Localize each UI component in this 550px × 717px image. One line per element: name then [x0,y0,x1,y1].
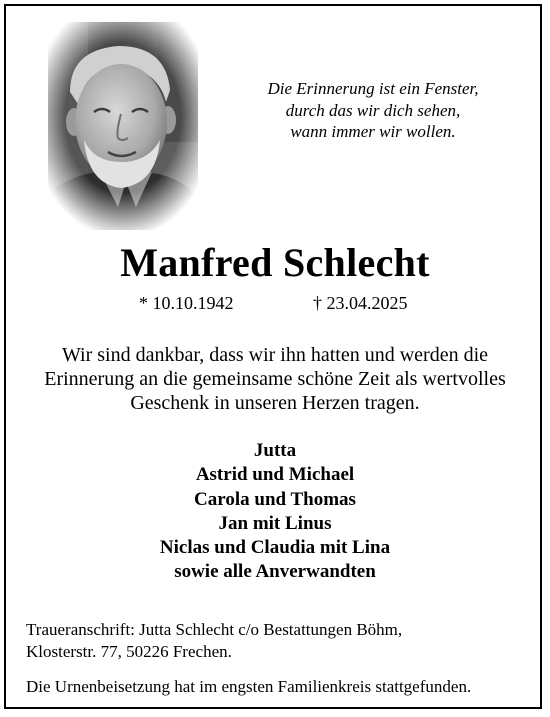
address-line: Traueranschrift: Jutta Schlecht c/o Bestattungen Böhm, [26,620,403,639]
death-date: † 23.04.2025 [313,293,408,313]
message-line: Geschenk in unseren Herzen tragen. [130,392,420,414]
condolence-address [26,619,402,663]
quote-line: durch das wir dich sehen, [285,100,461,120]
address-line: Klosterstr. 77, 50226 Frechen. [26,642,232,661]
mourner-entry: sowie alle Anverwandten [174,561,376,583]
birth-date: * 10.10.1942 [139,293,234,313]
mourner-entry: Jan mit Linus [218,512,332,534]
deceased-name: Manfred Schlecht [120,240,430,285]
message-line: Erinnerung an die gemeinsame schöne Zeit als wertvolles [44,368,506,390]
mourner-entry: Carola und Thomas [194,488,356,510]
quote-line: wann immer wir wollen. [290,122,456,141]
mourner-entry: Astrid und Michael [195,464,355,486]
mourners-list [0,439,550,585]
message-line: Wir sind dankbar, dass wir ihn hatten und werden die [61,344,489,366]
memorial-quote [238,78,508,143]
quote-line: Die Erinnerung ist ein Fenster, [267,79,479,98]
portrait-photo [48,22,198,230]
memorial-message [0,343,550,415]
burial-note: Die Urnenbeisetzung hat im engsten Familienkreis stattgefunden. [26,677,472,696]
mourner-entry: Niclas und Claudia mit Lina [159,537,391,559]
mourner-entry: Jutta [253,440,297,461]
